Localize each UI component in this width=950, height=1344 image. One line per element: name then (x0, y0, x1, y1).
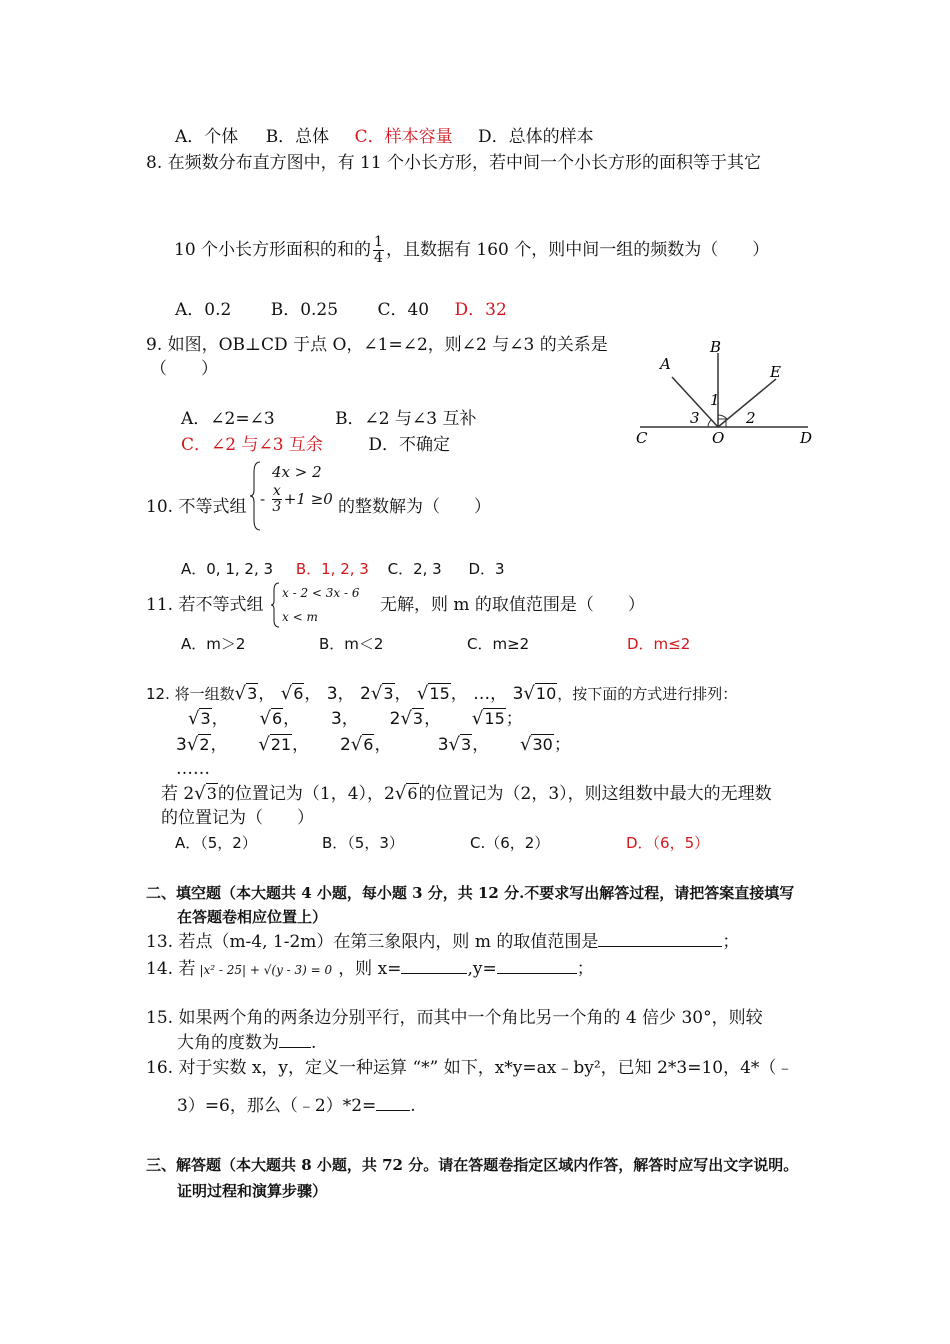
q8-fraction (373, 235, 384, 266)
q7-opt-b: B．总体 (265, 127, 330, 147)
q12-opt-b: B．（5，3） (322, 834, 404, 852)
q16-line1: 16. 对于实数 x，y，定义一种运算 “*” 如下，x*y=ax﹣by²，已知 2*3=10，4*（﹣ (146, 1058, 794, 1078)
label-a: A (660, 355, 671, 373)
q12-r1-4-rad: √3 (400, 708, 424, 729)
q12-r2-5: √30 (520, 734, 553, 755)
q9-line1: 9. 如图，OB⊥CD 于点 O，∠1=∠2，则∠2 与∠3 的关系是 (146, 335, 608, 355)
q9-opt-d: D．不确定 (368, 435, 450, 455)
q12-r1-3: 3 (330, 709, 342, 729)
q12-seq-5: √15 (416, 683, 450, 704)
q11-eq1: x - 2 < 3x - 6 (282, 586, 360, 600)
q8-line1: 8. 在频数分布直方图中，有 11 个小长方形，若中间一个小长方形的面积等于其它 (146, 153, 762, 173)
q9-opt-a: A．∠2=∠3 (181, 409, 275, 429)
q12-opt-d: D．（6，5） (626, 834, 710, 852)
q12-r2-4: 3 (437, 735, 449, 755)
q10-frac-num: x (272, 483, 281, 499)
q8-options (175, 299, 507, 321)
q11-suffix: 无解，则 m 的取值范围是（ ） (380, 595, 645, 615)
q14-x-blank (401, 957, 467, 974)
q12-a-rad2: √6 (394, 783, 418, 804)
q11-brace (271, 582, 281, 628)
q12-dots: …… (176, 759, 210, 779)
q12-seq-6: 3 (512, 684, 524, 704)
q12-seq-1: √3 (234, 683, 258, 704)
q13-text: 13. 若点（m-4, 1-2m）在第三象限内，则 m 的取值范围是 (146, 932, 599, 952)
q10-eq2-a: - (260, 490, 266, 508)
q11-prefix: 11. 若不等式组 (146, 595, 264, 615)
q12-options (175, 832, 709, 854)
q11-opt-b: B．m＜2 (319, 635, 384, 653)
q12-seq-6-rad: √10 (523, 683, 557, 704)
q10-opt-c: C．2, 3 (387, 560, 442, 578)
label-d: D (800, 429, 813, 447)
q14: 14. 若 |x² - 25| + √(y - 3) = 0 ，则 x= ,y= ； (146, 959, 594, 979)
section3-heading-line2: 证明过程和演算步骤） (177, 1182, 328, 1200)
q14-prefix: 14. 若 (146, 959, 196, 979)
q10-eq2-b: +1 ≥0 (283, 490, 333, 508)
q10-suffix: 的整数解为（ ） (338, 497, 491, 517)
q10-prefix: 10. 不等式组 (146, 497, 247, 517)
q12-r2-1: 3 (176, 735, 187, 755)
section3-heading-line1: 三、解答题（本大题共 8 小题，共 72 分。请在答题卷指定区域内作答，解答时应写出文字说明。 (146, 1156, 799, 1174)
q11-opt-a: A．m＞2 (181, 635, 246, 653)
q10-options (181, 558, 505, 580)
q10-eq1: 4x > 2 (272, 463, 322, 481)
label-1: 1 (710, 391, 720, 409)
q9-line2: （ ） (150, 359, 218, 379)
q9-options-row2 (181, 434, 450, 456)
q10-frac-den: 3 (272, 499, 282, 515)
label-3: 3 (690, 409, 700, 427)
q13: 13. 若点（m-4, 1-2m）在第三象限内，则 m 的取值范围是 ； (146, 932, 740, 952)
q9-opt-c: C．∠2 与∠3 互余 (181, 435, 323, 455)
q12-prefix: 12. 将一组数 (146, 685, 235, 703)
q10-opt-d: D．3 (468, 560, 505, 578)
label-c: C (636, 429, 648, 447)
arc-2 (718, 415, 727, 419)
label-o: O (712, 429, 725, 447)
q8-opt-d: D．32 (454, 300, 507, 320)
q10-eq2 (260, 484, 333, 515)
q13-answer-blank (598, 930, 722, 947)
q8-opt-c: C．40 (377, 300, 430, 320)
q12-r1-5: √15 (471, 708, 505, 729)
q15-line2: 大角的度数为 . (177, 1033, 317, 1053)
q10-opt-b: B．1, 2, 3 (295, 560, 369, 578)
q16-answer-blank (376, 1094, 410, 1111)
label-2: 2 (746, 409, 756, 427)
q12-seq-4-rad: √3 (370, 683, 394, 704)
q12-r2-2: √21 (258, 734, 292, 755)
q8-opt-a: A．0.2 (175, 300, 232, 320)
q12-r2-1-rad: √2 (186, 734, 210, 755)
q16-line2: 3）=6，那么（﹣2）*2= . (177, 1096, 416, 1116)
q10-opt-a: A．0, 1, 2, 3 (181, 560, 274, 578)
q7-options (175, 126, 594, 148)
label-b: B (710, 338, 722, 356)
q12-row1: √3， √6， 3， 2√3， √15； (188, 708, 523, 729)
q9-opt-b: B．∠2 与∠3 互补 (335, 409, 477, 429)
q8-frac-num: 1 (374, 234, 383, 250)
q12-a-rad1: √3 (194, 783, 217, 804)
q12-seq-4: 2 (360, 684, 371, 704)
q12-r2-3: 2 (339, 735, 351, 755)
section2-heading-line2: 在答题卷相应位置上） (177, 908, 328, 926)
q12-r2-4-rad: √3 (448, 734, 472, 755)
q12-opt-a: A．（5，2） (175, 834, 257, 852)
q12-line-b: 的位置记为（ ） (161, 808, 314, 828)
q9-angle-figure (630, 335, 820, 450)
q12-r1-2: √6 (259, 708, 283, 729)
q11-eq2: x < m (282, 610, 318, 624)
q12-seq-ellipsis: … (473, 684, 491, 704)
q11-options (181, 633, 690, 655)
q12-seq-2: √6 (280, 683, 304, 704)
q12-line1: 12. 将一组数√3， √6， 3， 2√3， √15， …， 3√10，按下面的方式进行排列： (146, 683, 738, 704)
q9-options-row1 (181, 408, 476, 430)
q11-opt-d: D．m≤2 (627, 635, 691, 653)
q15-answer-blank (279, 1031, 311, 1048)
q8-frac-den: 4 (374, 250, 383, 266)
q10-fraction (272, 484, 282, 515)
q8-line2-a: 10 个小长方形面积的和的 (174, 240, 372, 260)
q7-opt-c: C．样本容量 (354, 127, 453, 147)
q15-line1: 15. 如果两个角的两条边分别平行，而其中一个角比另一个角的 4 倍少 30°，则较 (146, 1008, 763, 1028)
arc-3 (708, 420, 711, 427)
q11-opt-c: C．m≥2 (467, 635, 530, 653)
q12-row2: 3√2， √21， 2√6， 3√3， √30； (176, 734, 571, 755)
q12-r2-3-rad: √6 (350, 734, 374, 755)
q8-opt-b: B．0.25 (270, 300, 339, 320)
q12-seq-3: 3 (326, 684, 338, 704)
q7-opt-d: D．总体的样本 (478, 127, 594, 147)
q12-suffix: ，按下面的方式进行排列： (557, 685, 738, 703)
q12-line-a: 若 2√3的位置记为（1，4），2√6的位置记为（2，3），则这组数中最大的无理数 (161, 783, 772, 804)
section2-heading-line1: 二、填空题（本大题共 4 小题，每小题 3 分，共 12 分.不要求写出解答过程，请把答案直接填写 (146, 884, 795, 902)
label-e: E (770, 363, 781, 381)
q12-r1-1: √3 (188, 708, 211, 729)
q12-opt-c: C.（6，2） (470, 834, 550, 852)
q14-y-blank (497, 957, 577, 974)
q12-r1-4: 2 (389, 709, 401, 729)
q7-opt-a: A．个体 (175, 127, 239, 147)
q8-line2-b: ，且数据有 160 个，则中间一组的频数为（ ） (385, 240, 770, 260)
q8-line2 (174, 232, 769, 268)
q14-expression: |x² - 25| + √(y - 3) = 0 (199, 962, 333, 977)
